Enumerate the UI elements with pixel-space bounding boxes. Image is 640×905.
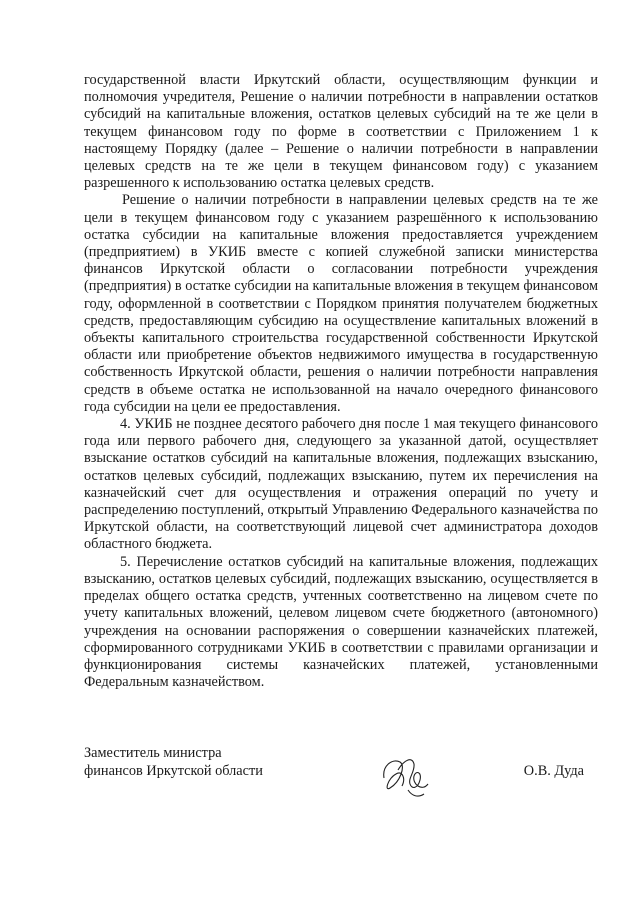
document-body <box>84 72 598 691</box>
signatory-name: О.В. Дуда <box>523 763 584 779</box>
paragraph-continuation: государственной власти Иркутский области, осуществляющим функции и полномочия учредителя, Решение о наличии потребности в направлении остатков субсидий на капитальные вложения, остатков целевых субсидий на те же цели в текущем финансовом году по форме в соответствии с Приложением 1 к настоящему Порядку (далее – Решение о наличии потребности в направлении целевых средств на те же цели в текущем финансовом году) с указанием разрешенного к использованию остатка целевых средств. <box>84 72 598 192</box>
signatory-title <box>84 745 263 781</box>
handwritten-signature <box>378 748 438 802</box>
paragraph-decision: Решение о наличии потребности в направлении целевых средств на те же цели в текущем финансовом году с указанием разрешённого к использованию остатка субсидии на капитальные вложения предоставляется учреждением (предприятием) в УКИБ вместе с копией служебной записки министерства финансов Иркутской области о согласовании потребности учреждения (предприятия) в остатке субсидии на капитальные вложения в текущем финансовом году, оформленной в соответствии с Порядком принятия получателем бюджетных средств, предоставляющим субсидию на осуществление капитальных вложений в объекты капитального строительства государственной собственности Иркутской области или приобретение объектов недвижимого имущества в государственную собственность Иркутской области, решения о наличии потребности направления средств в объеме остатка не использованной на начало очередного финансового года субсидии на цели ее предоставления. <box>84 192 598 415</box>
paragraph-item-4: 4. УКИБ не позднее десятого рабочего дня после 1 мая текущего финансового года или первого рабочего дня, следующего за указанной датой, осуществляет взыскание остатков субсидий на капитальные вложения, подлежащих взысканию, остатков целевых субсидий, подлежащих взысканию, путем их перечисления на казначейский счет для осуществления и отражения операций по учету и распределению поступлений, открытый Управлению Федерального казначейства по Иркутской области, на соответствующий лицевой счет администратора доходов областного бюджета. <box>84 416 598 553</box>
paragraph-item-5: 5. Перечисление остатков субсидий на капитальные вложения, подлежащих взысканию, остатков целевых субсидий, подлежащих взысканию, осуществляется в пределах общего остатка средств, учтенных соответственно на лицевом счете по учету капитальных вложений, целевом лицевом счете бюджетного (автономного) учреждения на основании распоряжения о совершении казначейских платежей, сформированного сотрудниками УКИБ в соответствии с правилами организации и функционирования системы казначейских платежей, установленными Федеральным казначейством. <box>84 553 598 691</box>
signatory-title-line2: финансов Иркутской области <box>84 762 263 779</box>
signatory-title-line1: Заместитель министра <box>84 745 222 761</box>
